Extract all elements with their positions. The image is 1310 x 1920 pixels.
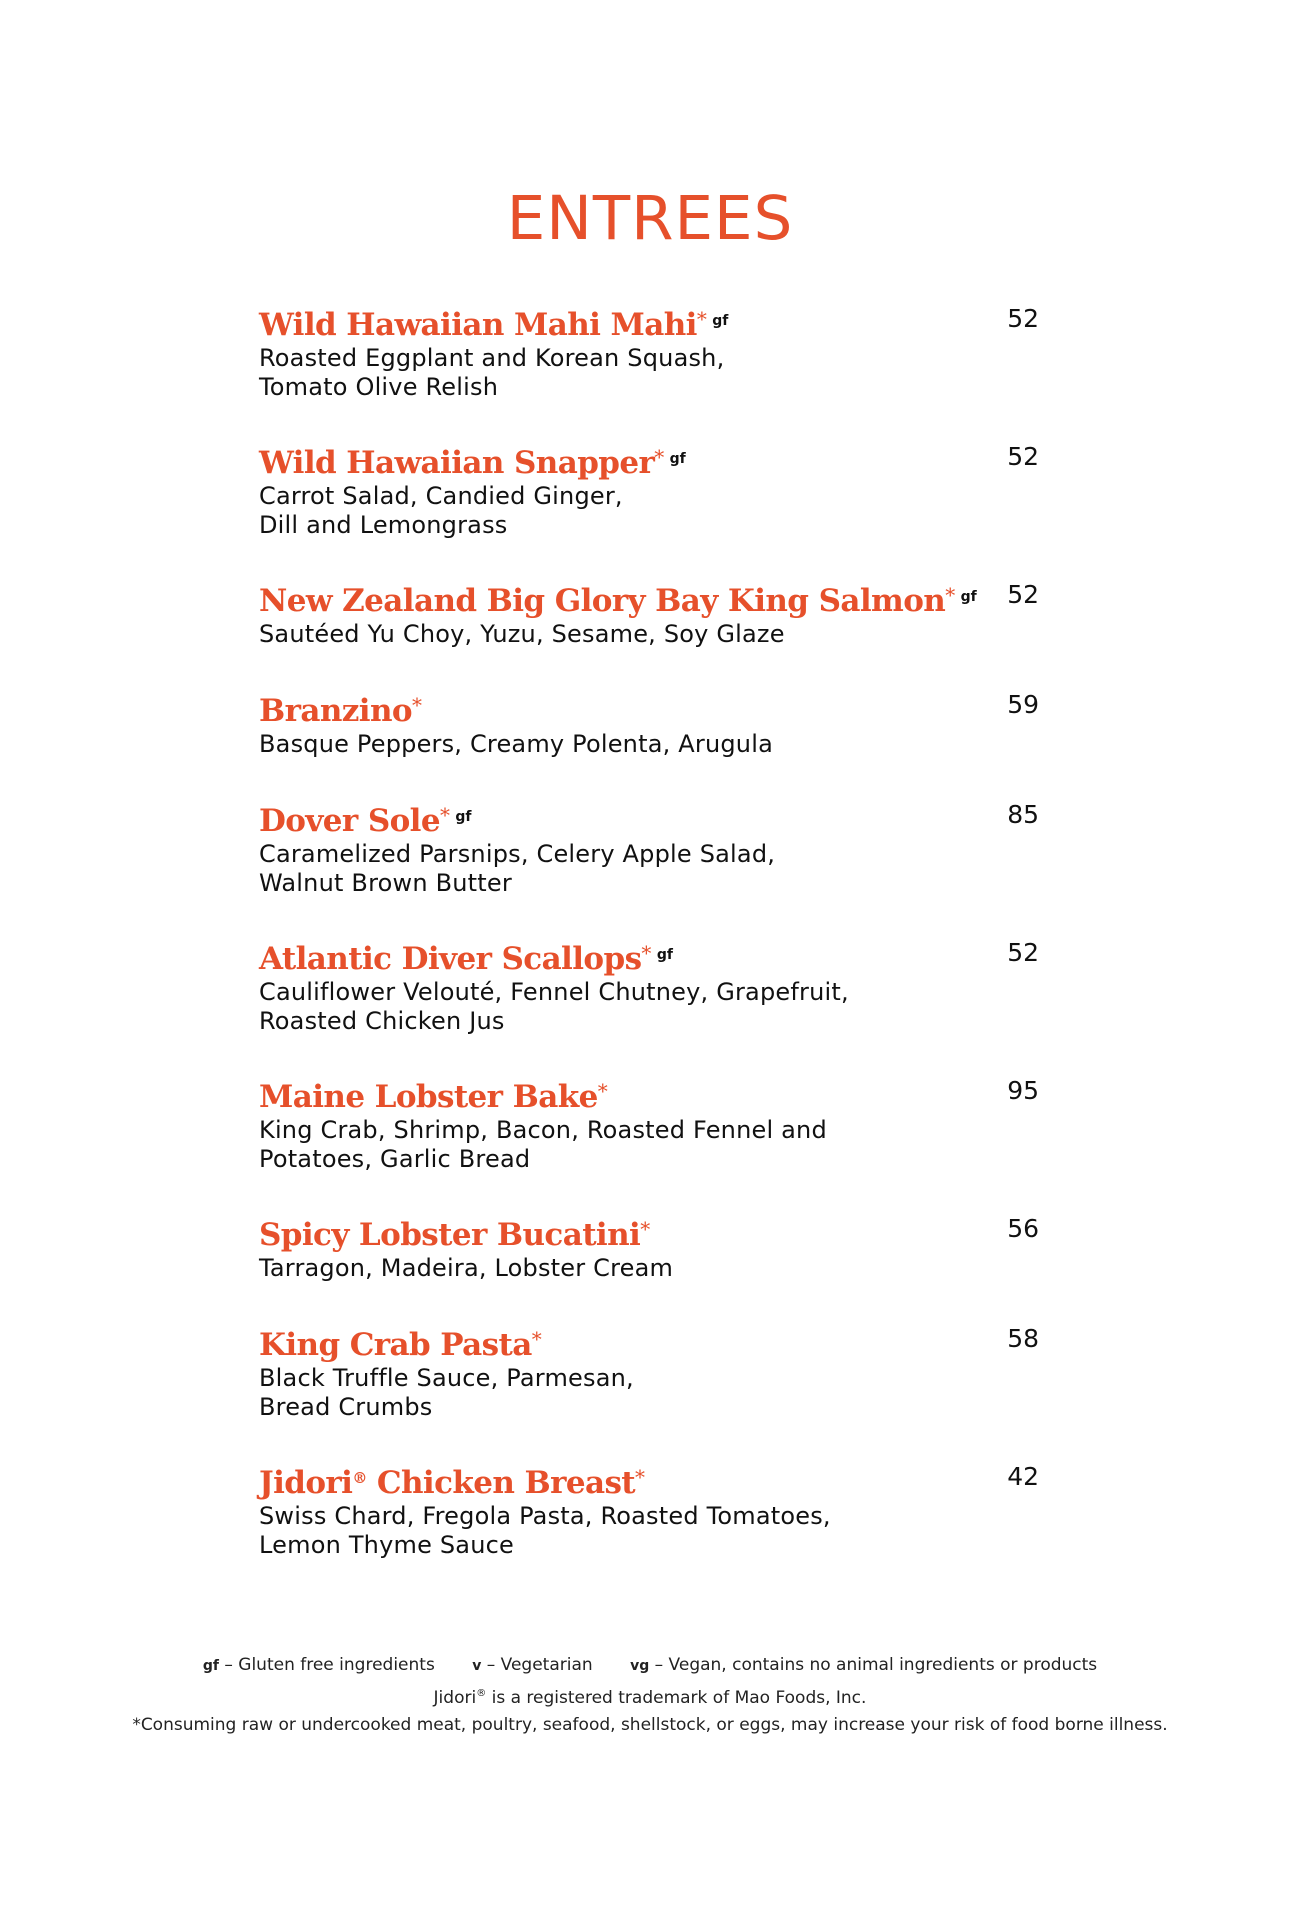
item-price: 85 [1007,800,1039,829]
raw-warning-marker: * [411,693,422,717]
raw-warning-marker: * [597,1079,608,1103]
item-name [259,1458,1039,1502]
item-description: Sautéed Yu Choy, Yuzu, Sesame, Soy Glaze [259,620,785,648]
item-description: Carrot Salad, Candied Ginger, Dill and Lemongrass [259,482,623,539]
item-description: King Crab, Shrimp, Bacon, Roasted Fennel and Potatoes, Garlic Bread [259,1116,827,1173]
menu-item [259,1072,1039,1210]
raw-warning-marker: * [635,1465,645,1489]
item-price: 52 [1007,580,1039,609]
item-name [259,796,1039,840]
trademark-note: Jidori® is a registered trademark of Mao Foods, Inc. [433,1688,867,1708]
item-name [259,576,1039,620]
item-name [259,1210,1039,1254]
menu-item [259,438,1039,576]
item-title: Jidori [259,1465,353,1501]
menu-item [259,1210,1039,1320]
raw-warning-marker: * [531,1327,542,1351]
item-price: 58 [1007,1324,1039,1353]
item-description: Cauliflower Velouté, Fennel Chutney, Grapefruit, Roasted Chicken Jus [259,978,849,1035]
item-name [259,934,1039,978]
page-title: ENTREES [506,183,794,254]
item-name [259,686,1039,730]
raw-warning-marker: * [696,307,707,331]
item-price: 52 [1007,938,1039,967]
menu-item [259,1458,1039,1596]
item-description: Basque Peppers, Creamy Polenta, Arugula [259,730,773,758]
menu-item [259,686,1039,796]
item-name [259,300,1039,344]
item-title: Spicy Lobster Bucatini [259,1217,641,1253]
item-price: 59 [1007,690,1039,719]
item-price: 56 [1007,1214,1039,1243]
raw-warning-marker: * [945,583,955,607]
gluten-free-marker: gf [712,313,729,329]
item-name [259,1072,1039,1116]
dietary-legend [0,1652,1300,1680]
item-price: 42 [1007,1462,1039,1491]
item-title: Branzino [259,693,412,729]
raw-warning-marker: * [439,803,450,827]
legend-vegan: vg – Vegan, contains no animal ingredients or products [630,1655,1098,1675]
raw-warning-marker: * [640,1217,650,1241]
gluten-free-marker: gf [669,451,686,467]
menu-item [259,934,1039,1072]
registered-mark: ® [352,1469,367,1487]
item-title: Maine Lobster Bake [259,1079,598,1115]
footer-notes [0,1652,1300,1739]
item-description: Tarragon, Madeira, Lobster Cream [259,1254,674,1282]
item-title: Wild Hawaiian Snapper [259,445,655,481]
item-name [259,438,1039,482]
item-price: 52 [1007,304,1039,333]
item-title-rest: Chicken Breast [366,1465,636,1501]
item-title: King Crab Pasta [259,1327,532,1363]
item-description: Black Truffle Sauce, Parmesan, Bread Crumbs [259,1364,634,1421]
item-title: Dover Sole [259,803,440,839]
menu-item [259,576,1039,686]
item-title: Wild Hawaiian Mahi Mahi [259,307,697,343]
gluten-free-marker: gf [656,947,673,963]
food-safety-disclaimer: *Consuming raw or undercooked meat, poultry, seafood, shellstock, or eggs, may increase your risk of food borne illness. [132,1715,1168,1735]
menu-list [259,300,1039,1596]
menu-item [259,1320,1039,1458]
item-description: Swiss Chard, Fregola Pasta, Roasted Tomatoes, Lemon Thyme Sauce [259,1502,831,1559]
raw-warning-marker: * [641,941,651,965]
item-name [259,1320,1039,1364]
item-description: Caramelized Parsnips, Celery Apple Salad, Walnut Brown Butter [259,840,776,897]
item-description: Roasted Eggplant and Korean Squash, Tomato Olive Relish [259,344,725,401]
gluten-free-marker: gf [455,809,472,825]
item-title: New Zealand Big Glory Bay King Salmon [259,583,946,619]
menu-item [259,300,1039,438]
gluten-free-marker: gf [960,589,977,605]
item-price: 52 [1007,442,1039,471]
item-title: Atlantic Diver Scallops [259,941,642,977]
legend-vegetarian: v – Vegetarian [472,1655,593,1675]
menu-item [259,796,1039,934]
raw-warning-marker: * [654,445,664,469]
legend-gluten-free: gf – Gluten free ingredients [202,1655,435,1675]
item-price: 95 [1007,1076,1039,1105]
